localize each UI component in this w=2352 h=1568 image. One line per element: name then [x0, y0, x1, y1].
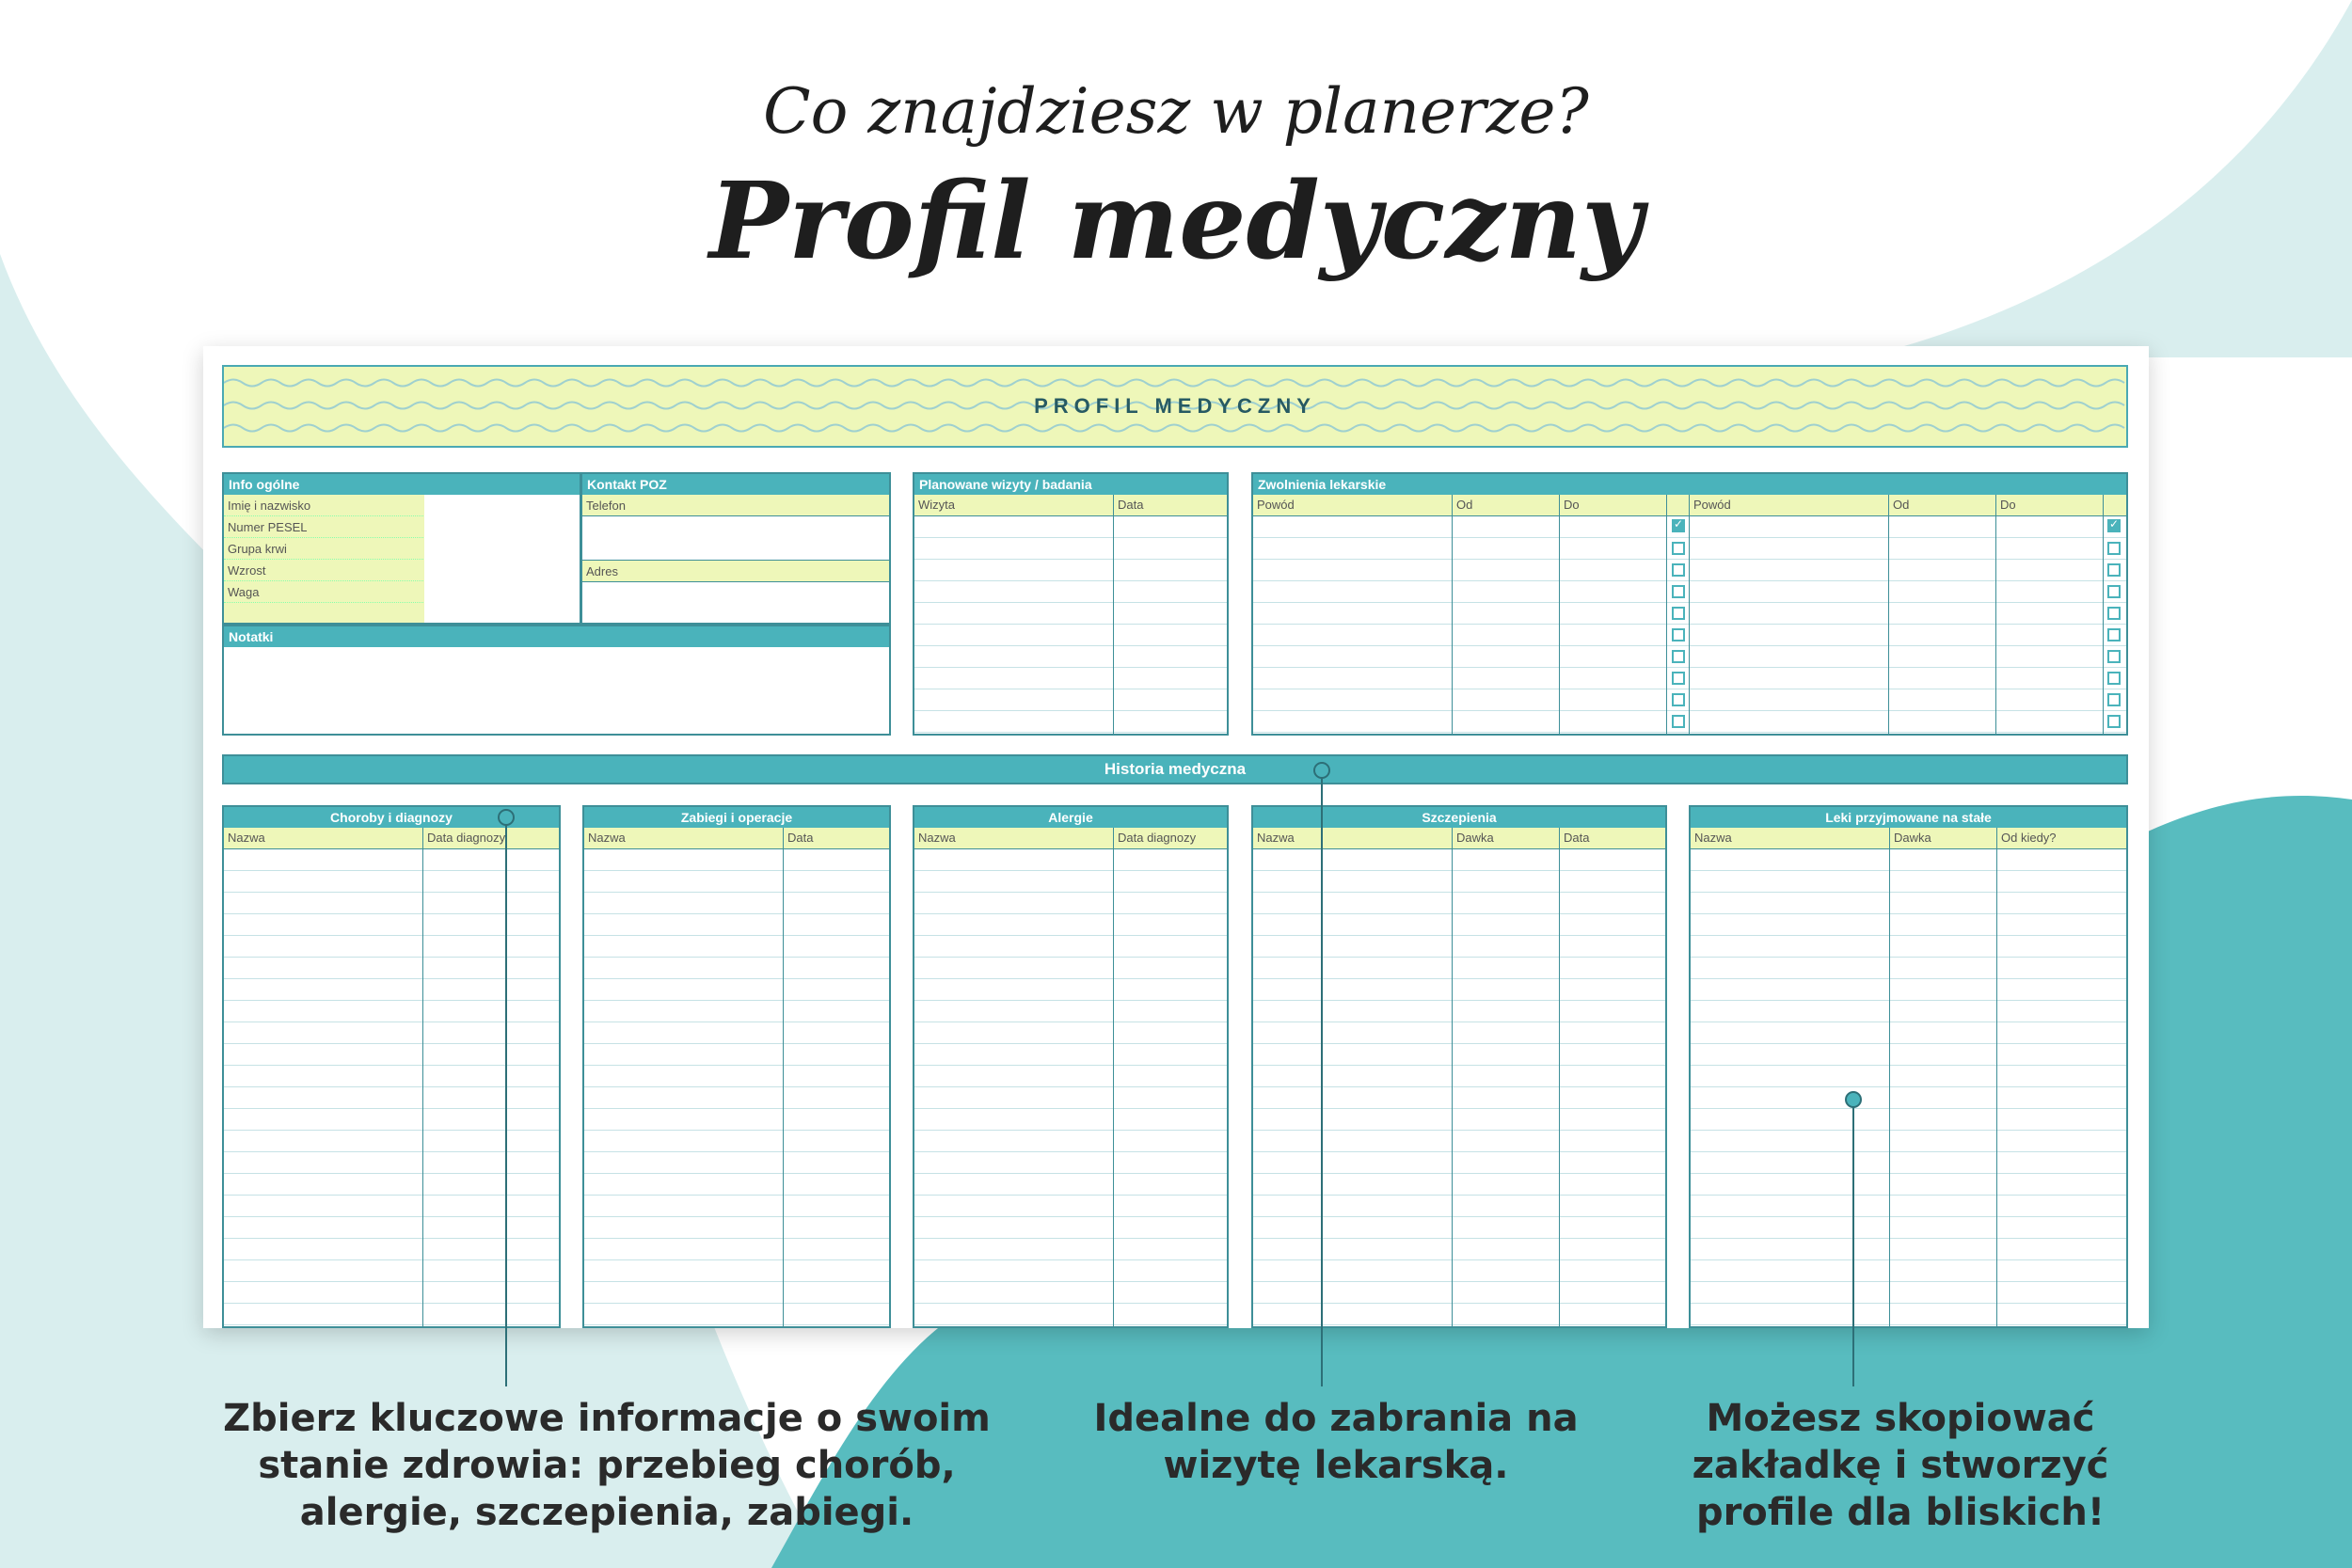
checkbox[interactable]: [2107, 628, 2121, 641]
col-header: Wizyta: [914, 495, 1114, 515]
checkbox[interactable]: [1672, 607, 1685, 620]
col-header: Data: [787, 831, 814, 845]
callout-middle: [1063, 1395, 1609, 1489]
col-header: Od: [1889, 495, 1996, 515]
col-header: Data diagnozy: [1118, 831, 1197, 845]
col-header: Od: [1453, 495, 1560, 515]
col-header: Nazwa: [224, 828, 423, 848]
contact-address-value[interactable]: [582, 582, 889, 620]
visits-block: [913, 472, 1229, 736]
info-field: Imię i nazwisko: [224, 495, 425, 516]
table-title: Leki przyjmowane na stałe: [1691, 807, 2126, 828]
pointer-line: [1321, 777, 1323, 1386]
notes-title: Notatki: [224, 626, 889, 647]
info-field: Grupa krwi: [224, 538, 425, 560]
callout-line: wizytę lekarską.: [1163, 1444, 1509, 1487]
col-header: Od kiedy?: [2001, 831, 2057, 845]
col-header: Nazwa: [1253, 828, 1453, 848]
info-field: Numer PESEL: [224, 516, 425, 538]
table-title: Choroby i diagnozy: [224, 807, 559, 828]
visits-title: Planowane wizyty / badania: [914, 474, 1227, 495]
col-header: Nazwa: [1691, 828, 1890, 848]
checkbox-checked[interactable]: [1672, 519, 1685, 532]
sick-leave-block: [1251, 472, 2128, 736]
history-header: Historia medyczna: [222, 754, 2128, 784]
pointer-line: [505, 824, 507, 1386]
col-header: Powód: [1253, 495, 1453, 515]
checkbox[interactable]: [1672, 693, 1685, 706]
sheet-banner: [222, 365, 2128, 448]
checkbox[interactable]: [1672, 563, 1685, 577]
allergies-table: [913, 805, 1229, 1328]
contact-phone-value[interactable]: [582, 516, 889, 561]
checkbox[interactable]: [1672, 628, 1685, 641]
pointer-line: [1852, 1106, 1854, 1386]
info-block: [222, 472, 581, 625]
medications-table: [1689, 805, 2128, 1328]
info-field: Wzrost: [224, 560, 425, 581]
col-header: Powód: [1690, 495, 1889, 515]
checkbox[interactable]: [2107, 585, 2121, 598]
page-subtitle: Co znajdziesz w planerze?: [763, 75, 1589, 148]
checkbox[interactable]: [2107, 672, 2121, 685]
col-header: Data diagnozy: [427, 831, 506, 845]
table-rows[interactable]: [1253, 849, 1665, 1328]
callout-line: stanie zdrowia: przebieg chorób,: [258, 1444, 956, 1487]
callout-line: profile dla bliskich!: [1695, 1491, 2106, 1534]
col-header: Dawka: [1453, 828, 1560, 848]
checkbox[interactable]: [1672, 542, 1685, 555]
info-title: Info ogólne: [224, 474, 580, 495]
sick-leave-rows[interactable]: [1253, 516, 2126, 735]
callout-line: alergie, szczepienia, zabiegi.: [299, 1491, 914, 1534]
checkbox[interactable]: [2107, 563, 2121, 577]
checkbox[interactable]: [2107, 542, 2121, 555]
contact-phone-label: Telefon: [582, 495, 889, 516]
col-header: Data: [1118, 498, 1144, 512]
contact-address-label: Adres: [582, 561, 889, 582]
checkbox-checked[interactable]: [2107, 519, 2121, 532]
procedures-table: [582, 805, 891, 1328]
table-title: Alergie: [914, 807, 1227, 828]
visits-rows[interactable]: [914, 516, 1227, 735]
check-col-header: [1667, 495, 1690, 515]
page-title: Profil medyczny: [708, 160, 1644, 283]
col-header: Nazwa: [914, 828, 1114, 848]
table-title: Zabiegi i operacje: [584, 807, 889, 828]
col-header: Data: [1564, 831, 1590, 845]
diseases-table: [222, 805, 561, 1328]
col-header: Nazwa: [584, 828, 784, 848]
contact-block: [580, 472, 891, 625]
col-header: Dawka: [1890, 828, 1997, 848]
table-rows[interactable]: [584, 849, 889, 1328]
checkbox[interactable]: [1672, 715, 1685, 728]
vaccinations-table: [1251, 805, 1667, 1328]
callout-line: Idealne do zabrania na: [1093, 1397, 1579, 1440]
spreadsheet-preview: [203, 346, 2149, 1328]
checkbox[interactable]: [2107, 715, 2121, 728]
checkbox[interactable]: [1672, 585, 1685, 598]
checkbox[interactable]: [1672, 672, 1685, 685]
callout-line: Możesz skopiować: [1706, 1397, 2095, 1440]
check-col-header: [2104, 495, 2126, 515]
checkbox[interactable]: [2107, 650, 2121, 663]
col-header: Do: [1996, 495, 2104, 515]
table-rows[interactable]: [224, 849, 559, 1328]
checkbox[interactable]: [1672, 650, 1685, 663]
info-field: Waga: [224, 581, 425, 603]
callout-line: zakładkę i stworzyć: [1692, 1444, 2109, 1487]
callout-line: Zbierz kluczowe informacje o swoim: [223, 1397, 991, 1440]
table-rows[interactable]: [1691, 849, 2126, 1328]
checkbox[interactable]: [2107, 693, 2121, 706]
sick-leave-title: Zwolnienia lekarskie: [1253, 474, 2126, 495]
callout-right: [1637, 1395, 2164, 1536]
table-rows[interactable]: [914, 849, 1227, 1328]
checkbox[interactable]: [2107, 607, 2121, 620]
contact-title: Kontakt POZ: [582, 474, 889, 495]
col-header: Do: [1560, 495, 1667, 515]
notes-block: [222, 625, 891, 736]
callout-left: [169, 1395, 1044, 1536]
banner-title: PROFIL MEDYCZNY: [1034, 394, 1316, 418]
table-title: Szczepienia: [1253, 807, 1665, 828]
